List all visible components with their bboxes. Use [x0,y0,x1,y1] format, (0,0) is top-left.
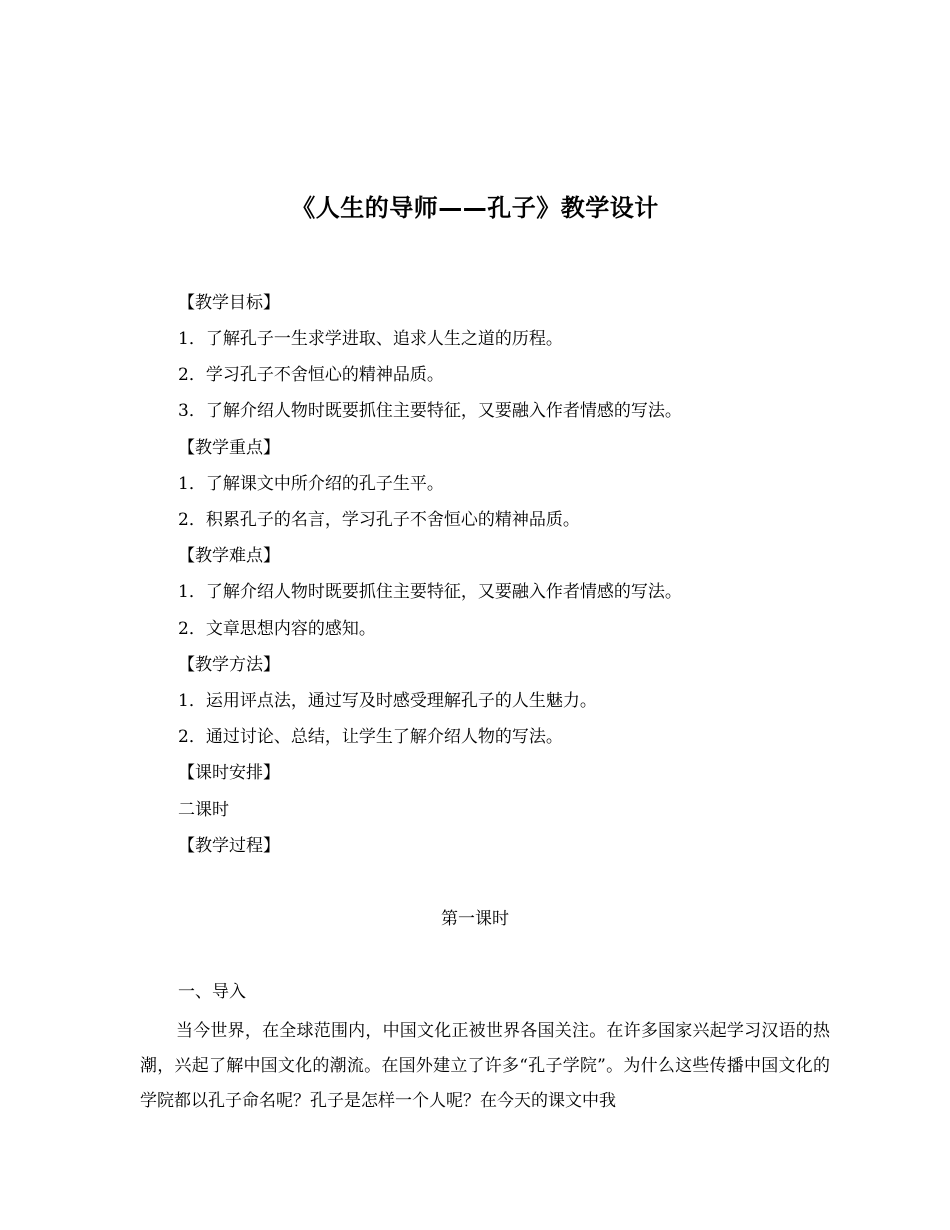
method-item-2: 2．通过讨论、总结，让学生了解介绍人物的写法。 [178,727,563,747]
goal-item-2: 2．学习孔子不舍恒心的精神品质。 [178,365,444,385]
goal-item-3: 3．了解介绍人物时既要抓住主要特征，又要融入作者情感的写法。 [178,401,682,421]
method-item-1: 1．运用评点法，通过写及时感受理解孔子的人生魅力。 [178,691,597,711]
heading-schedule: 【课时安排】 [178,763,280,783]
heading-process: 【教学过程】 [178,836,280,856]
difficulty-item-2: 2．文章思想内容的感知。 [178,619,376,639]
heading-methods: 【教学方法】 [178,655,280,675]
intro-paragraph: 当今世界，在全球范围内，中国文化正被世界各国关注。在许多国家兴起学习汉语的热潮，兴起了解中国文化的潮流。在国外建立了许多“孔子学院”。为什么这些传播中国文化的学院都以孔子命名呢？孔子是怎样一个人呢？在今天的课文中我 [140,1021,830,1111]
lesson-heading: 第一课时 [441,909,509,929]
key-point-item-1: 1．了解课文中所介绍的孔子生平。 [178,474,444,494]
key-point-item-2: 2．积累孔子的名言，学习孔子不舍恒心的精神品质。 [178,510,580,530]
difficulty-item-1: 1．了解介绍人物时既要抓住主要特征，又要融入作者情感的写法。 [178,582,682,602]
schedule-value: 二课时 [178,800,229,820]
heading-difficulties: 【教学难点】 [178,546,280,566]
goal-item-1: 1．了解孔子一生求学进取、追求人生之道的历程。 [178,329,563,349]
heading-key-points: 【教学重点】 [178,438,280,458]
document-title: 《人生的导师——孔子》教学设计 [291,194,659,222]
heading-teaching-goals: 【教学目标】 [178,293,280,313]
section-heading: 一、导入 [178,982,246,1002]
